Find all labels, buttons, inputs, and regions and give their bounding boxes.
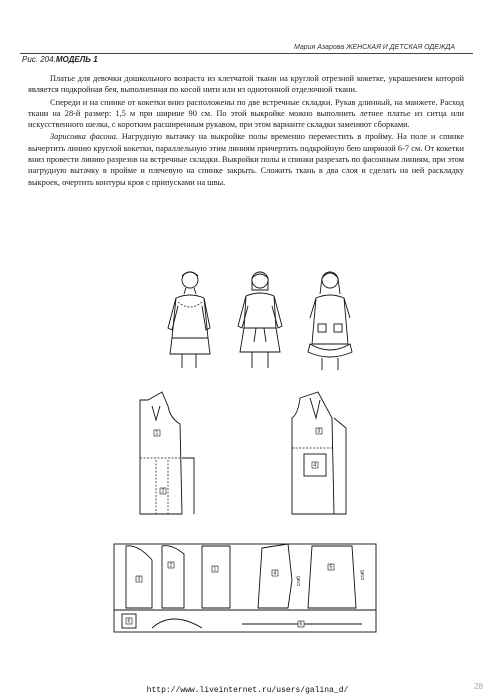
page-number: 28 [474, 682, 483, 691]
dress-front-figure [168, 272, 210, 368]
label-1: 1 [155, 430, 159, 437]
paragraph-3-lead: Зарисовка фасона. [50, 132, 119, 142]
dress-sketches [160, 268, 360, 378]
header-rule [20, 53, 473, 54]
paragraph-3 [28, 131, 464, 187]
layout-label-6b: 6 [299, 621, 303, 628]
figure-caption [22, 55, 98, 64]
body-text [28, 73, 464, 189]
figure-prefix: Рис. 204. [22, 55, 56, 64]
cutting-layout [112, 540, 382, 640]
layout-label-5: 5 [329, 564, 333, 571]
front-pattern-draft [292, 392, 346, 514]
fold-label-2: сгиб [296, 576, 302, 586]
layout-label-2: 2 [169, 562, 173, 569]
book-header: Мария Азарова ЖЕНСКАЯ И ДЕТСКАЯ ОДЕЖДА [293, 44, 455, 51]
source-url: http://www.liveinternet.ru/users/galina_d/ [146, 686, 349, 695]
label-4: 4 [313, 462, 317, 469]
figure-title: МОДЕЛЬ 1 [55, 55, 98, 64]
back-pattern-draft [140, 392, 194, 514]
layout-diagram [112, 540, 382, 640]
dress-variant-figure [308, 272, 352, 370]
fabric-outline [114, 544, 376, 632]
fold-label: сгиб [360, 570, 366, 580]
paragraph-1: Платье для девочки дошкольного возраста из клетчатой ткани на круглой отрезной кокетке, украшением которой является подкройная бея, выполненная по косой нити или из однотонной отделочной ткани. [28, 74, 464, 95]
dress-back-figure [238, 272, 282, 368]
pattern-drafts [120, 388, 370, 528]
dress-illustrations [160, 268, 360, 378]
paragraph-2: Спереди и на спинке от кокетки вниз расположены по две встречные складки. Рукав длинный, на манжете. Расход ткани на 28-й размер: 1,5 м при ширине 90 см. По этой выкройке можно выполнить летнее платье из ситца или искусственного шелка, с коротким расширенным рукавом, при этом варианте складки заменяют сборками. [28, 97, 464, 130]
layout-label-3: 3 [137, 576, 141, 583]
label-2: 2 [161, 488, 165, 495]
layout-label-6: 6 [127, 618, 131, 625]
label-3: 3 [317, 428, 321, 435]
layout-label-4: 4 [273, 570, 277, 577]
pattern-diagram [120, 388, 370, 528]
layout-label-1: 1 [213, 566, 217, 573]
paragraph-3-body: Нагрудную вытачку на выкройке полы временно переместить в пройму. На поле и спинке вычертить линию круглой кокетки, параллельную этим линиям причертить подкройную бею шириной 6-7 см. От кокетки вниз провести линию разрезов на встречные складки. Выкройки полы и спинки разрезать по фасонным линиям, при этом нагрудную вытачку в пройме и плечевую на спинке закрыть. Сложить ткань в два слоя и сделать на ней раскладку выкроек, очертить контуры кроя с припусками на швы. [28, 132, 464, 187]
